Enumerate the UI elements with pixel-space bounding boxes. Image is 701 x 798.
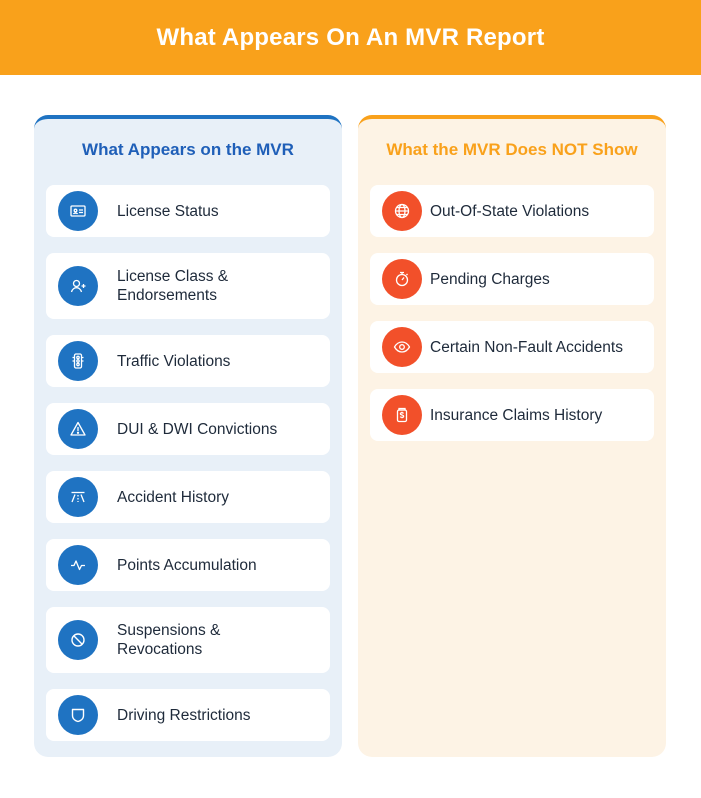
not-shown-panel-title: What the MVR Does NOT Show xyxy=(386,140,638,159)
list-item-dui-dwi xyxy=(46,403,330,455)
user-plus-icon xyxy=(58,266,98,306)
list-item-accident-history xyxy=(46,471,330,523)
warning-triangle-icon xyxy=(58,409,98,449)
prohibited-icon xyxy=(58,620,98,660)
not-shown-panel xyxy=(358,115,666,757)
item-label: Certain Non-Fault Accidents xyxy=(430,338,623,356)
list-item-points-accumulation xyxy=(46,539,330,591)
item-label: Insurance Claims History xyxy=(430,406,603,424)
traffic-light-icon xyxy=(58,341,98,381)
list-item-non-fault-accidents xyxy=(370,321,654,373)
list-item-license-class xyxy=(46,253,330,319)
item-label: Suspensions & Revocations xyxy=(117,622,221,658)
list-item-license-status xyxy=(46,185,330,237)
globe-icon xyxy=(382,191,422,231)
list-item-driving-restrictions xyxy=(46,689,330,741)
list-item-out-of-state xyxy=(370,185,654,237)
shield-icon xyxy=(58,695,98,735)
item-label: Driving Restrictions xyxy=(117,706,251,724)
eye-icon xyxy=(382,327,422,367)
item-label: Accident History xyxy=(117,488,229,506)
id-card-icon xyxy=(58,191,98,231)
item-label: DUI & DWI Convictions xyxy=(117,420,278,438)
item-label: Points Accumulation xyxy=(117,556,257,574)
item-label: License Status xyxy=(117,202,219,220)
item-label: Traffic Violations xyxy=(117,352,231,370)
list-item-pending-charges xyxy=(370,253,654,305)
item-label: Pending Charges xyxy=(430,270,550,288)
page-title: What Appears On An MVR Report xyxy=(156,23,545,51)
road-icon xyxy=(58,477,98,517)
pulse-icon xyxy=(58,545,98,585)
appears-panel xyxy=(34,115,342,757)
list-item-traffic-violations xyxy=(46,335,330,387)
item-label: License Class & Endorsements xyxy=(117,268,229,304)
appears-panel-title: What Appears on the MVR xyxy=(82,140,294,159)
money-jar-icon xyxy=(382,395,422,435)
header-banner xyxy=(0,0,701,75)
item-label: Out-Of-State Violations xyxy=(430,202,590,220)
list-item-suspensions xyxy=(46,607,330,673)
list-item-insurance-claims xyxy=(370,389,654,441)
stopwatch-icon xyxy=(382,259,422,299)
